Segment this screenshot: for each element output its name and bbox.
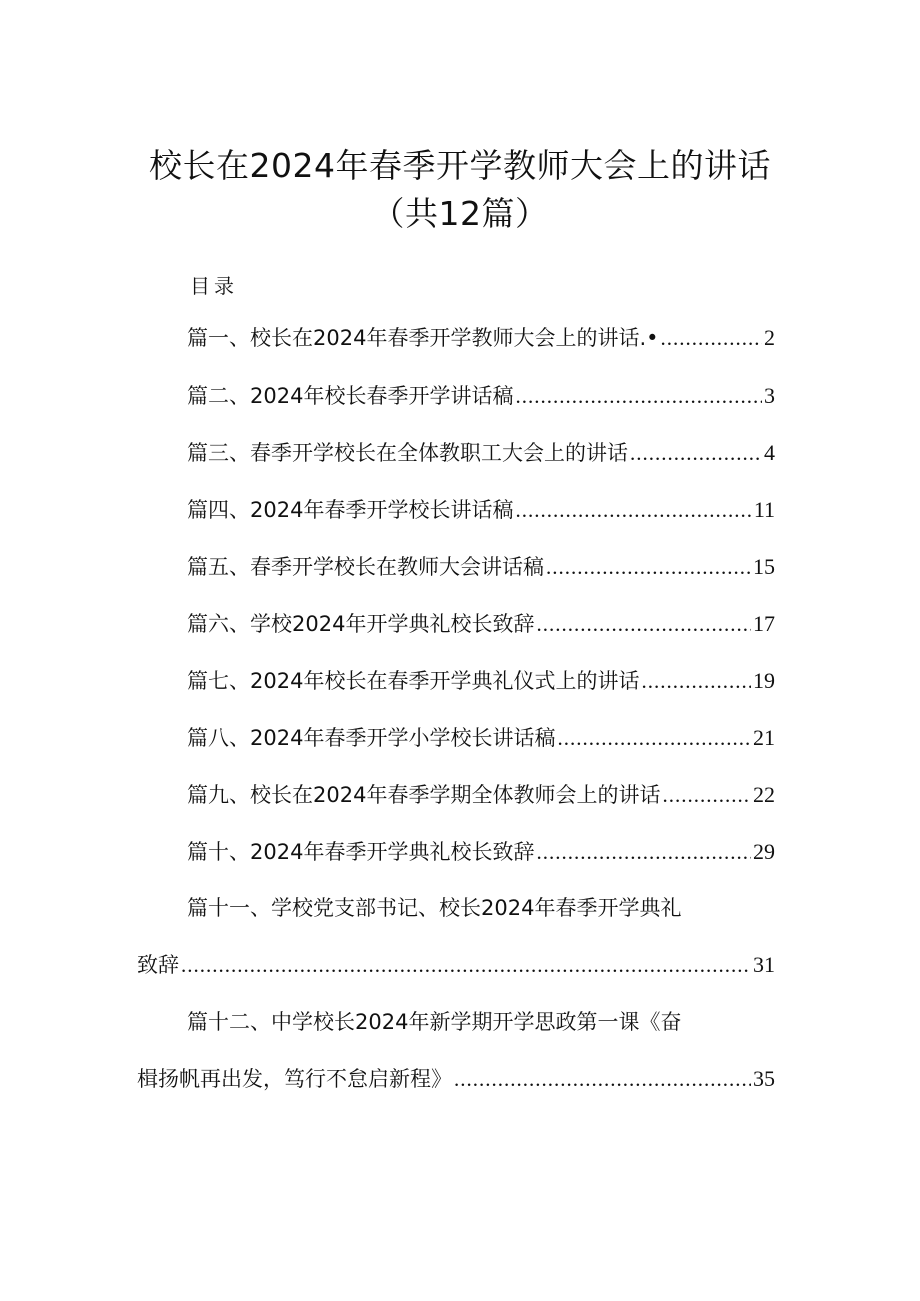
toc-page-number: 15 — [753, 554, 775, 579]
toc-entry-12-line1[interactable]: 篇十二、中学校长2024年新学期开学思政第一课《奋 — [187, 1010, 682, 1034]
toc-entry-1[interactable] — [187, 322, 775, 352]
toc-leader — [515, 384, 762, 409]
toc-leader — [661, 326, 762, 351]
toc-leader — [546, 555, 751, 580]
document-subtitle: （共12篇） — [371, 194, 549, 233]
toc-entry-10[interactable] — [187, 836, 775, 866]
toc-heading: 目录 — [190, 274, 238, 298]
toc-page-number: 22 — [753, 782, 775, 807]
toc-entry-text: 篇二、2024年校长春季开学讲话稿 — [187, 384, 514, 408]
toc-page-number: 3 — [764, 383, 775, 408]
toc-entry-text: 篇四、2024年春季开学校长讲话稿 — [187, 498, 514, 522]
toc-entry-text: 致辞 — [137, 953, 179, 977]
toc-entry-7[interactable] — [187, 665, 775, 695]
toc-leader — [454, 1067, 751, 1092]
toc-entry-11-line2[interactable] — [137, 949, 775, 979]
toc-entry-text: 楫扬帆再出发，笃行不怠启新程》 — [137, 1067, 452, 1091]
toc-entry-8[interactable] — [187, 722, 775, 752]
toc-entry-6[interactable] — [187, 608, 775, 638]
toc-page-number: 29 — [753, 839, 775, 864]
toc-page-number: 17 — [753, 611, 775, 636]
toc-entry-text: 篇十、2024年春季开学典礼校长致辞 — [187, 840, 535, 864]
toc-entry-text: 篇九、校长在2024年春季学期全体教师会上的讲话 — [187, 783, 661, 807]
toc-leader — [536, 612, 751, 637]
toc-leader — [630, 441, 762, 466]
toc-entry-4[interactable] — [187, 494, 775, 524]
toc-page-number: 2 — [764, 325, 775, 350]
toc-leader — [662, 783, 751, 808]
toc-entry-text: 篇三、春季开学校长在全体教职工大会上的讲话 — [187, 441, 628, 465]
toc-entry-text: 篇五、春季开学校长在教师大会讲话稿 — [187, 555, 544, 579]
toc-page-number: 31 — [753, 952, 775, 977]
toc-entry-11-line1[interactable]: 篇十一、学校党支部书记、校长2024年春季开学典礼 — [187, 896, 682, 920]
toc-page-number: 11 — [753, 497, 775, 522]
toc-entry-text: 篇一、校长在2024年春季开学教师大会上的讲话.• — [187, 326, 659, 350]
toc-leader — [641, 669, 751, 694]
toc-page-number: 19 — [753, 668, 775, 693]
toc-leader — [181, 953, 751, 978]
toc-entry-9[interactable] — [187, 779, 775, 809]
toc-page-number: 21 — [753, 725, 775, 750]
toc-entry-text: 篇八、2024年春季开学小学校长讲话稿 — [187, 726, 556, 750]
document-title: 校长在2024年春季开学教师大会上的讲话 — [149, 146, 771, 185]
toc-leader — [557, 726, 751, 751]
toc-entry-text: 篇六、学校2024年开学典礼校长致辞 — [187, 612, 535, 636]
toc-page-number: 35 — [753, 1066, 775, 1091]
toc-entry-5[interactable] — [187, 551, 775, 581]
toc-entry-text: 篇七、2024年校长在春季开学典礼仪式上的讲话 — [187, 669, 640, 693]
toc-entry-2[interactable] — [187, 380, 775, 410]
toc-leader — [536, 840, 751, 865]
toc-entry-3[interactable] — [187, 437, 775, 467]
toc-leader — [515, 498, 751, 523]
toc-page-number: 4 — [764, 440, 775, 465]
toc-entry-12-line2[interactable] — [137, 1063, 775, 1093]
